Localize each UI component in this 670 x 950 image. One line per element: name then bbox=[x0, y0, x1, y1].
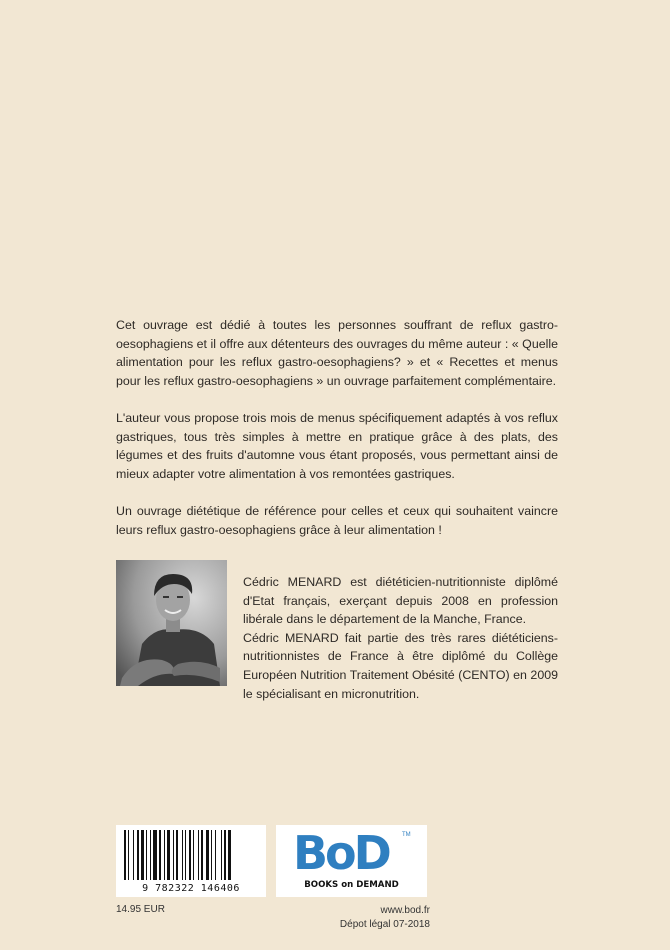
bod-logo-mark: BoD bbox=[293, 826, 389, 880]
legal-deposit: Dépot légal 07-2018 bbox=[339, 919, 430, 930]
publisher-logo bbox=[276, 825, 427, 897]
author-photo bbox=[116, 560, 227, 686]
isbn-number: 9 782322 146406 bbox=[142, 883, 240, 894]
publisher-website: www.bod.fr bbox=[380, 905, 430, 916]
barcode-bars bbox=[122, 830, 260, 880]
blurb-paragraph-3: Un ouvrage diététique de référence pour celles et ceux qui souhaitent vaincre leurs reflux gastro-oesophagiens grâce à leur alimentation ! bbox=[116, 503, 558, 537]
blurb-paragraph-1: Cet ouvrage est dédié à toutes les personnes souffrant de reflux gastro-oesophagiens et il offre aux détenteurs des ouvrages du même auteur : « Quelle alimentation pour les reflux gastro-oesophagiens? » et « Recettes et menus pour les reflux gastro-oesophagiens » un ouvrage parfaitement complémentaire. bbox=[116, 318, 558, 388]
blurb-paragraph-2: L'auteur vous propose trois mois de menus spécifiquement adaptés à vos reflux gastriques, tous très simples à mettre en pratique grâce à des plats, des légumes et des fruits d'automne vous étant proposés, vous permettant ainsi de mieux adapter votre alimentation à vos remontées gastriques. bbox=[116, 410, 558, 481]
isbn-barcode bbox=[116, 825, 266, 897]
publisher-imprint bbox=[340, 904, 430, 932]
back-cover-blurb bbox=[116, 316, 558, 558]
author-bio bbox=[243, 573, 558, 703]
author-bio-paragraph-2: Cédric MENARD fait partie des très rares diététiciens-nutritionnistes de France à être diplômé du Collège Européen Nutrition Traitement Obésité (CENTO) en 2009 le spécialisant en micronutrition. bbox=[243, 630, 558, 701]
trademark-symbol: TM bbox=[402, 832, 411, 838]
author-bio-paragraph-1: Cédric MENARD est diététicien-nutritionniste diplômé d'Etat français, exerçant depuis 2008 en profession libérale dans le département de la Manche, France. bbox=[243, 575, 558, 627]
publisher-tagline: BOOKS on DEMAND bbox=[304, 880, 399, 890]
price-label: 14.95 EUR bbox=[116, 904, 165, 915]
